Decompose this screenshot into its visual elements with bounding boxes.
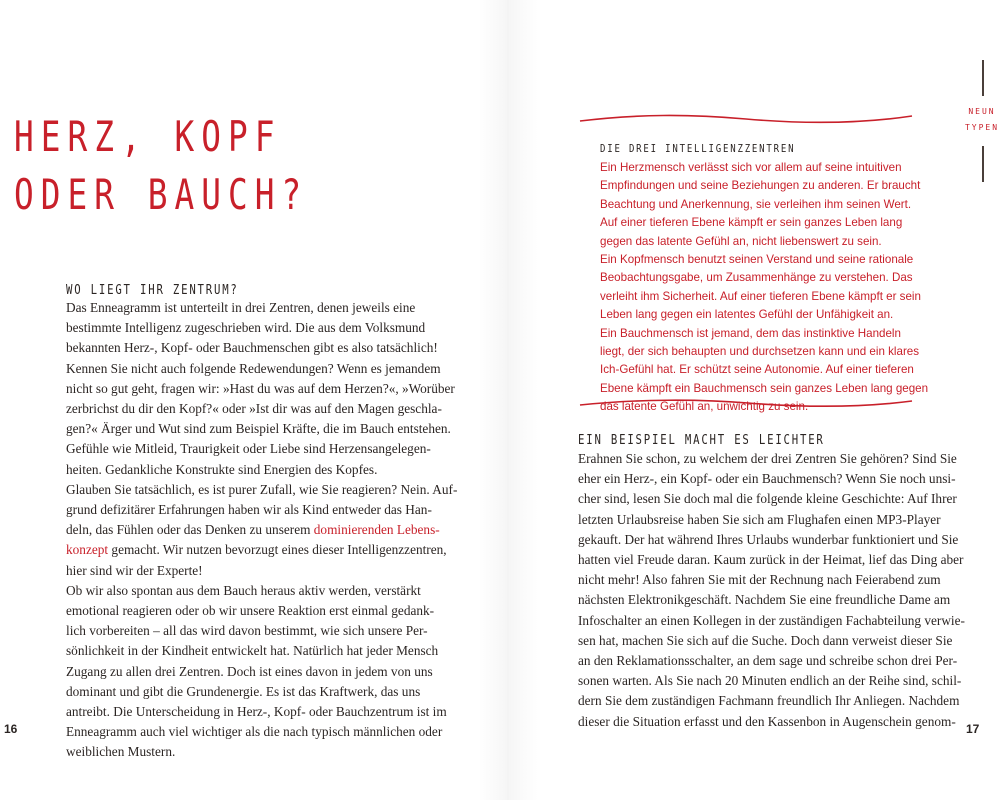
box-line: Leben lang gegen ein latentes Gefühl der Unfähigkeit an. <box>600 308 894 322</box>
text-line: dominant und gibt die Grundenergie. Es ist das Kraftwerk, das uns <box>66 683 421 699</box>
page-number-right: 17 <box>966 722 980 736</box>
text-line <box>66 520 457 540</box>
box-line: gegen das latente Gefühl an, nicht liebenswert zu sein. <box>600 234 882 248</box>
page-number-left: 16 <box>4 722 18 736</box>
text-line: Gefühle wie Mitleid, Traurigkeit oder Liebe sind Herzensangelegen- <box>66 441 431 457</box>
text-line: sonen warten. Als Sie nach 20 Minuten endlich an der Reihe sind, schil- <box>578 673 962 689</box>
text-line: bestimmte Intelligenz zugeschrieben wird. Die aus dem Volksmund <box>66 320 426 336</box>
text-line: dieser die Situation erfasst und den Kassenbon in Augenschein genom- <box>578 713 956 729</box>
highlighted-term: konzept <box>66 542 109 558</box>
text-line: dern Sie dem zuständigen Fachmann freundlich Ihr Anliegen. Nachdem <box>578 693 960 709</box>
box-line: Auf einer tieferen Ebene kämpft er sein ganzes Leben lang <box>600 216 903 230</box>
text-line: letzten Urlaubsreise haben Sie sich am Flughafen einen MP3-Player <box>578 511 941 527</box>
text-line: lich vorbereiten – all das wird davon bestimmt, wie sich unsere Per- <box>66 623 428 639</box>
text-line <box>66 540 457 560</box>
text-line: Das Enneagramm ist unterteilt in drei Zentren, denen jeweils eine <box>66 300 416 315</box>
text-line: antreibt. Die Unterscheidung in Herz-, Kopf- oder Bauchzentrum ist im <box>66 704 447 720</box>
chapter-headline <box>14 108 308 224</box>
highlighted-term: dominierenden Lebens- <box>313 522 440 538</box>
section-title-zentrum: WO LIEGT IHR ZENTRUM? <box>66 283 239 298</box>
text-line: grund defizitärer Erfahrungen haben wir als Kind entweder das Han- <box>66 502 432 518</box>
box-title: DIE DREI INTELLIGENZZENTREN <box>600 142 796 155</box>
text-line: Kennen Sie nicht auch folgende Redewendungen? Wenn es jemandem <box>66 360 441 376</box>
text-line: sönlichkeit in der Kindheit entwickelt hat. Natürlich hat jeder Mensch <box>66 643 439 659</box>
text-line: cher sind, lesen Sie doch mal die folgende kleine Geschichte: Auf Ihrer <box>578 491 957 507</box>
text-line: Infoschalter an einen Kollegen in der zuständigen Fachabteilung verwie- <box>578 612 965 628</box>
text-line: an den Reklamationsschalter, an dem sage und schreibe schon drei Per- <box>578 653 958 669</box>
box-line: Beobachtungsgabe, um Zusammenhänge zu verstehen. Das <box>600 271 913 285</box>
text-line: Enneagramm auch viel wichtiger als die nach typisch männlichen oder <box>66 724 443 740</box>
box-line: Empfindungen und seine Beziehungen zu anderen. Er braucht <box>600 179 921 193</box>
text-line: eher ein Herz-, ein Kopf- oder ein Bauchmensch? Wenn Sie noch unsi- <box>578 471 956 487</box>
text-line: nicht mehr! Also fahren Sie mit der Rechnung nach Feierabend zum <box>578 572 941 588</box>
text-line: Zugang zu allen drei Zentren. Doch ist eines davon in jedem von uns <box>66 663 433 679</box>
box-line: Ebene kämpft ein Bauchmensch sein ganzes Leben lang gegen <box>600 381 929 395</box>
text-line: weiblichen Mustern. <box>66 744 176 760</box>
left-body-text <box>66 298 457 763</box>
text-line: nicht so gut geht, fragen wir: »Hast du was auf dem Herzen?«, »Worüber <box>66 380 455 396</box>
section-title-beispiel: EIN BEISPIEL MACHT ES LEICHTER <box>578 433 825 448</box>
tab-rule-top <box>982 60 984 96</box>
text-fragment: gemacht. Wir nutzen bevorzugt eines dieser Intelligenzzentren, <box>108 542 447 558</box>
text-line: zerbrichst du dir den Kopf?« oder »Ist dir was auf den Magen geschla- <box>66 401 442 417</box>
tab-label-neun: NEUN <box>968 107 996 116</box>
right-body-text <box>578 449 965 732</box>
text-line: Ob wir also spontan aus dem Bauch heraus aktiv werden, verstärkt <box>66 582 421 598</box>
tab-rule-bottom <box>982 146 984 182</box>
text-line: heiten. Gedankliche Konstrukte sind Energien des Kopfes. <box>66 461 378 477</box>
text-line: sen hat, machen Sie sich auf die Suche. Doch dann verweist dieser Sie <box>578 632 953 648</box>
text-line: gen?« Ärger und Wut sind zum Beispiel Kräfte, die im Bauch entstehen. <box>66 421 451 437</box>
info-box-text <box>600 159 928 417</box>
text-line: emotional reagieren oder ob wir unsere Reaktion erst einmal gedank- <box>66 603 435 619</box>
box-line: verleiht ihm Sicherheit. Auf einer tieferen Ebene kämpft er sein <box>600 289 921 303</box>
text-fragment: deln, das Fühlen oder das Denken zu unserem <box>66 522 314 538</box>
box-line: Beachtung und Anerkennung, sie verleihen ihm seinen Wert. <box>600 197 912 211</box>
box-line: Ich-Gefühl hat. Er schützt seine Autonomie. Auf einer tieferen <box>600 363 914 377</box>
box-line: das latente Gefühl an, unwichtig zu sein. <box>600 400 809 414</box>
page-gutter <box>478 0 538 800</box>
chapter-side-tab <box>955 60 1000 185</box>
box-line: liegt, der sich behaupten und durchsetzen kann und ein klares <box>600 345 920 359</box>
text-line: bekannten Herz-, Kopf- oder Bauchmenschen gibt es also tatsächlich! <box>66 340 438 356</box>
box-line: Ein Kopfmensch benutzt seinen Verstand und seine rationale <box>600 253 914 267</box>
box-top-wave-divider <box>578 112 914 126</box>
text-line: hier sind wir der Experte! <box>66 562 203 578</box>
text-line: hatten viel Freude daran. Kaum zurück in der Heimat, lief das Ding aber <box>578 552 964 568</box>
headline-line-2: ODER BAUCH? <box>14 170 309 219</box>
box-bottom-wave-divider <box>578 396 914 410</box>
box-line: Ein Bauchmensch ist jemand, dem das instinktive Handeln <box>600 326 901 340</box>
tab-label-typen: TYPEN <box>964 123 1000 132</box>
box-line: Ein Herzmensch verlässt sich vor allem auf seine intuitiven <box>600 161 902 174</box>
headline-line-1: HERZ, KOPF <box>14 112 282 161</box>
text-line: gekauft. Der hat während Ihres Urlaubs wunderbar funktioniert und Sie <box>578 531 959 547</box>
text-line: Glauben Sie tatsächlich, es ist purer Zufall, wie Sie reagieren? Nein. Auf- <box>66 481 458 497</box>
text-line: nächsten Elektronikgeschäft. Nachdem Sie eine freundliche Dame am <box>578 592 951 608</box>
text-line: Erahnen Sie schon, zu welchem der drei Zentren Sie gehören? Sind Sie <box>578 451 957 466</box>
